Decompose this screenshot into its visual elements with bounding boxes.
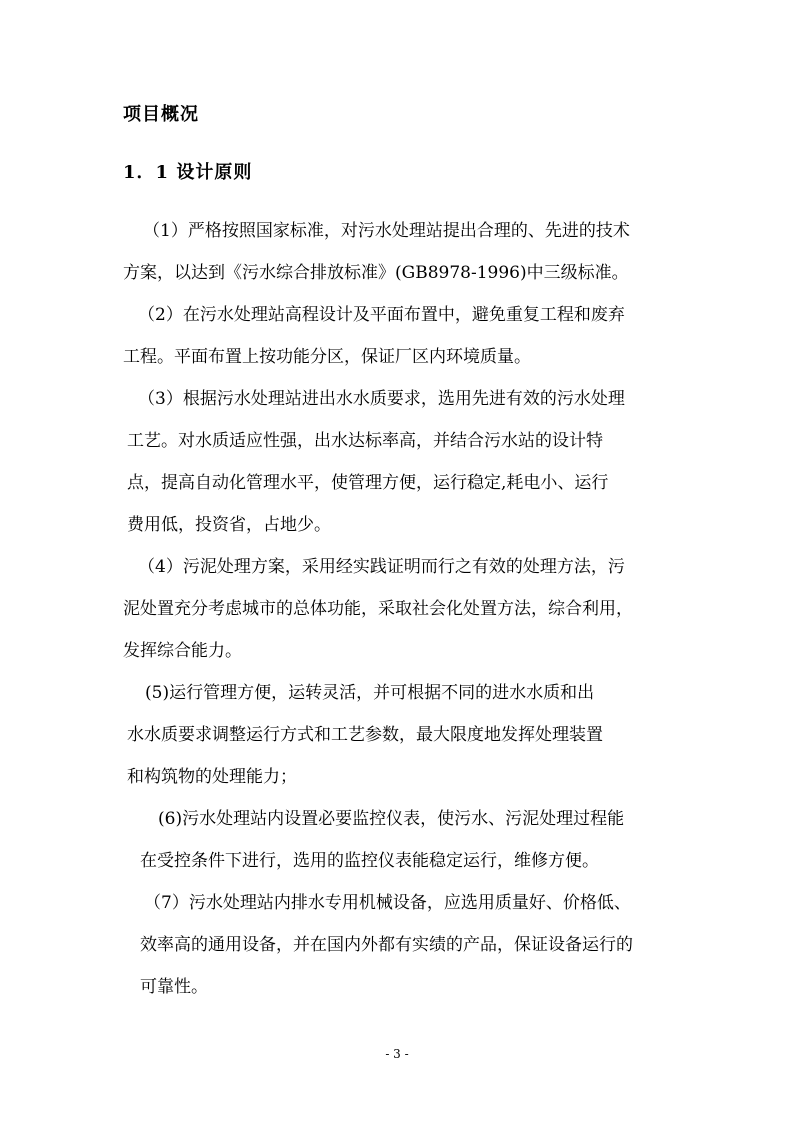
paragraph-line: 费用低，投资省，占地少。	[127, 515, 331, 535]
paragraph-line: （3）根据污水处理站进出水水质要求，选用先进有效的污水处理	[138, 389, 625, 409]
section-heading: 1．1 设计原则	[123, 162, 253, 183]
paragraph-line: 可靠性。	[140, 977, 208, 997]
paragraph-line: 工程。平面布置上按功能分区，保证厂区内环境质量。	[123, 347, 531, 367]
paragraph-line: 效率高的通用设备，并在国内外都有实绩的产品，保证设备运行的	[140, 935, 633, 955]
paragraph-line: 方案，以达到《污水综合排放标准》(GB8978-1996)中三级标准。	[123, 263, 629, 283]
paragraph-line: 发挥综合能力。	[123, 641, 242, 661]
paragraph-line: （2）在污水处理站高程设计及平面布置中，避免重复工程和废弃	[138, 305, 625, 325]
paragraph-line: (5)运行管理方便，运转灵活，并可根据不同的进水水质和出	[145, 683, 595, 703]
paragraph-line: 水水质要求调整运行方式和工艺参数，最大限度地发挥处理装置	[127, 725, 603, 745]
paragraph-line: （4）污泥处理方案，采用经实践证明而行之有效的处理方法，污	[138, 557, 625, 577]
paragraph-line: 和构筑物的处理能力；	[127, 767, 297, 787]
paragraph-line: 在受控条件下进行，选用的监控仪表能稳定运行，维修方便。	[140, 851, 599, 871]
paragraph-line: 工艺。对水质适应性强，出水达标率高，并结合污水站的设计特	[127, 431, 603, 451]
paragraph-line: 点，提高自动化管理水平，使管理方便，运行稳定,耗电小、运行	[127, 473, 609, 493]
paragraph-line: （1）严格按照国家标准，对污水处理站提出合理的、先进的技术	[143, 221, 630, 241]
paragraph-line: (6)污水处理站内设置必要监控仪表，使污水、污泥处理过程能	[158, 809, 625, 829]
document-title: 项目概况	[123, 104, 199, 125]
paragraph-line: 泥处置充分考虑城市的总体功能，采取社会化处置方法，综合利用，	[123, 599, 633, 619]
paragraph-line: （7）污水处理站内排水专用机械设备，应选用质量好、价格低、	[144, 893, 631, 913]
page-number: - 3 -	[385, 1047, 409, 1061]
